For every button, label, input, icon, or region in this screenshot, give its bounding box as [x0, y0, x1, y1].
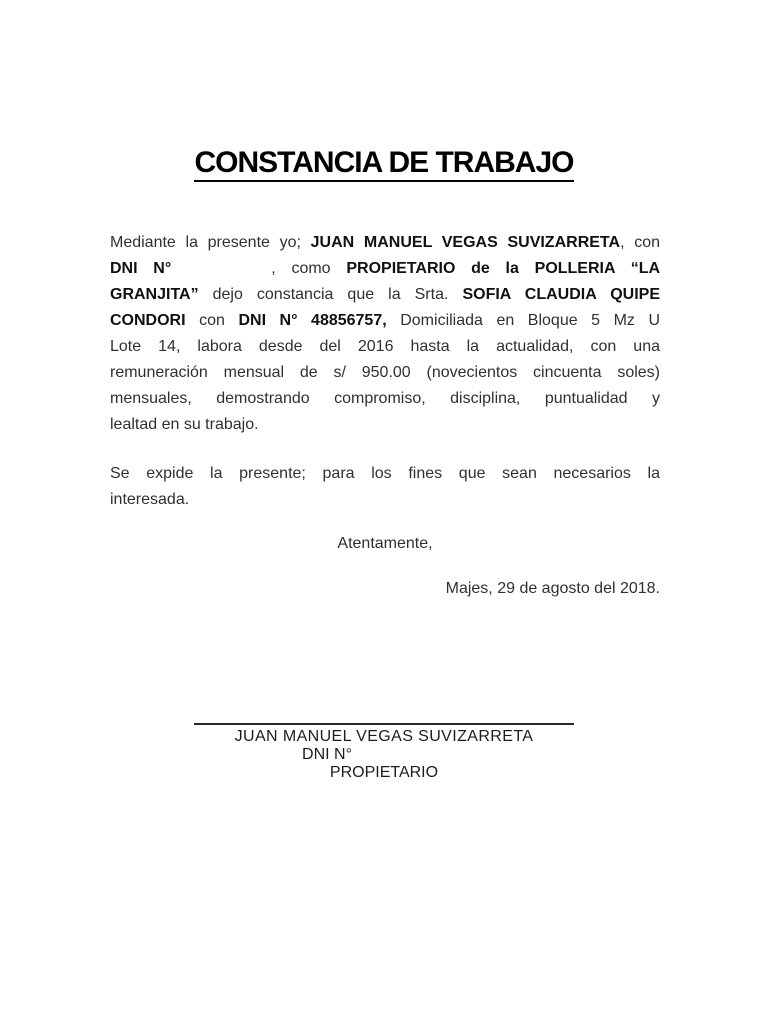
paragraph-line [110, 487, 660, 513]
signature-line [194, 723, 574, 725]
text-run: interesada. [110, 491, 190, 508]
paragraph-line [110, 360, 660, 386]
body-paragraph [110, 461, 660, 513]
signatory-role: PROPIETARIO [329, 764, 439, 781]
bold-text-run: GRANJITA” [110, 286, 199, 303]
paragraph-line [110, 256, 660, 282]
text-run: con [185, 312, 239, 329]
signatory-dni-label: DNI N° [302, 746, 352, 763]
paragraph-line [110, 386, 660, 412]
document-title-text: CONSTANCIA DE TRABAJO [194, 146, 573, 182]
bold-text-run: PROPIETARIO de la POLLERIA “LA [346, 260, 661, 277]
body-paragraph [110, 230, 660, 438]
text-run: Mediante la presente yo; [110, 234, 311, 251]
closing-salutation: Atentamente, [337, 535, 433, 552]
text-run: , como [271, 260, 347, 277]
paragraph-line [110, 308, 660, 334]
bold-text-run: DNI N° [110, 260, 172, 277]
text-run: lealtad en su trabajo. [110, 416, 259, 433]
bold-text-run: JUAN MANUEL VEGAS SUVIZARRETA [310, 234, 621, 251]
blank-fill-in-gap [171, 272, 271, 273]
text-run: Se expide la presente; para los fines que sean necesarios la [110, 465, 660, 482]
text-run: mensuales, demostrando compromiso, disciplina, puntualidad y [110, 390, 660, 407]
text-run: , con [620, 234, 660, 251]
paragraph-line [110, 230, 660, 256]
text-run: Domiciliada en Bloque 5 Mz U [386, 312, 661, 329]
paragraph-line [110, 334, 660, 360]
paragraph-line [110, 461, 660, 487]
text-run: dejo constancia que la Srta. [198, 286, 463, 303]
bold-text-run: CONDORI [110, 312, 186, 329]
paragraph-line [110, 412, 660, 438]
signatory-name: JUAN MANUEL VEGAS SUVIZARRETA [234, 728, 534, 745]
date-line: Majes, 29 de agosto del 2018. [445, 580, 660, 597]
text-run: remuneración mensual de s/ 950.00 (novecientos cincuenta soles) [110, 364, 660, 381]
signature-block [0, 728, 768, 782]
text-run: Lote 14, labora desde del 2016 hasta la actualidad, con una [110, 338, 660, 355]
document-title [0, 146, 768, 180]
paragraph-line [110, 282, 660, 308]
bold-text-run: SOFIA CLAUDIA QUIPE [462, 286, 660, 303]
bold-text-run: DNI N° 48856757, [238, 312, 387, 329]
